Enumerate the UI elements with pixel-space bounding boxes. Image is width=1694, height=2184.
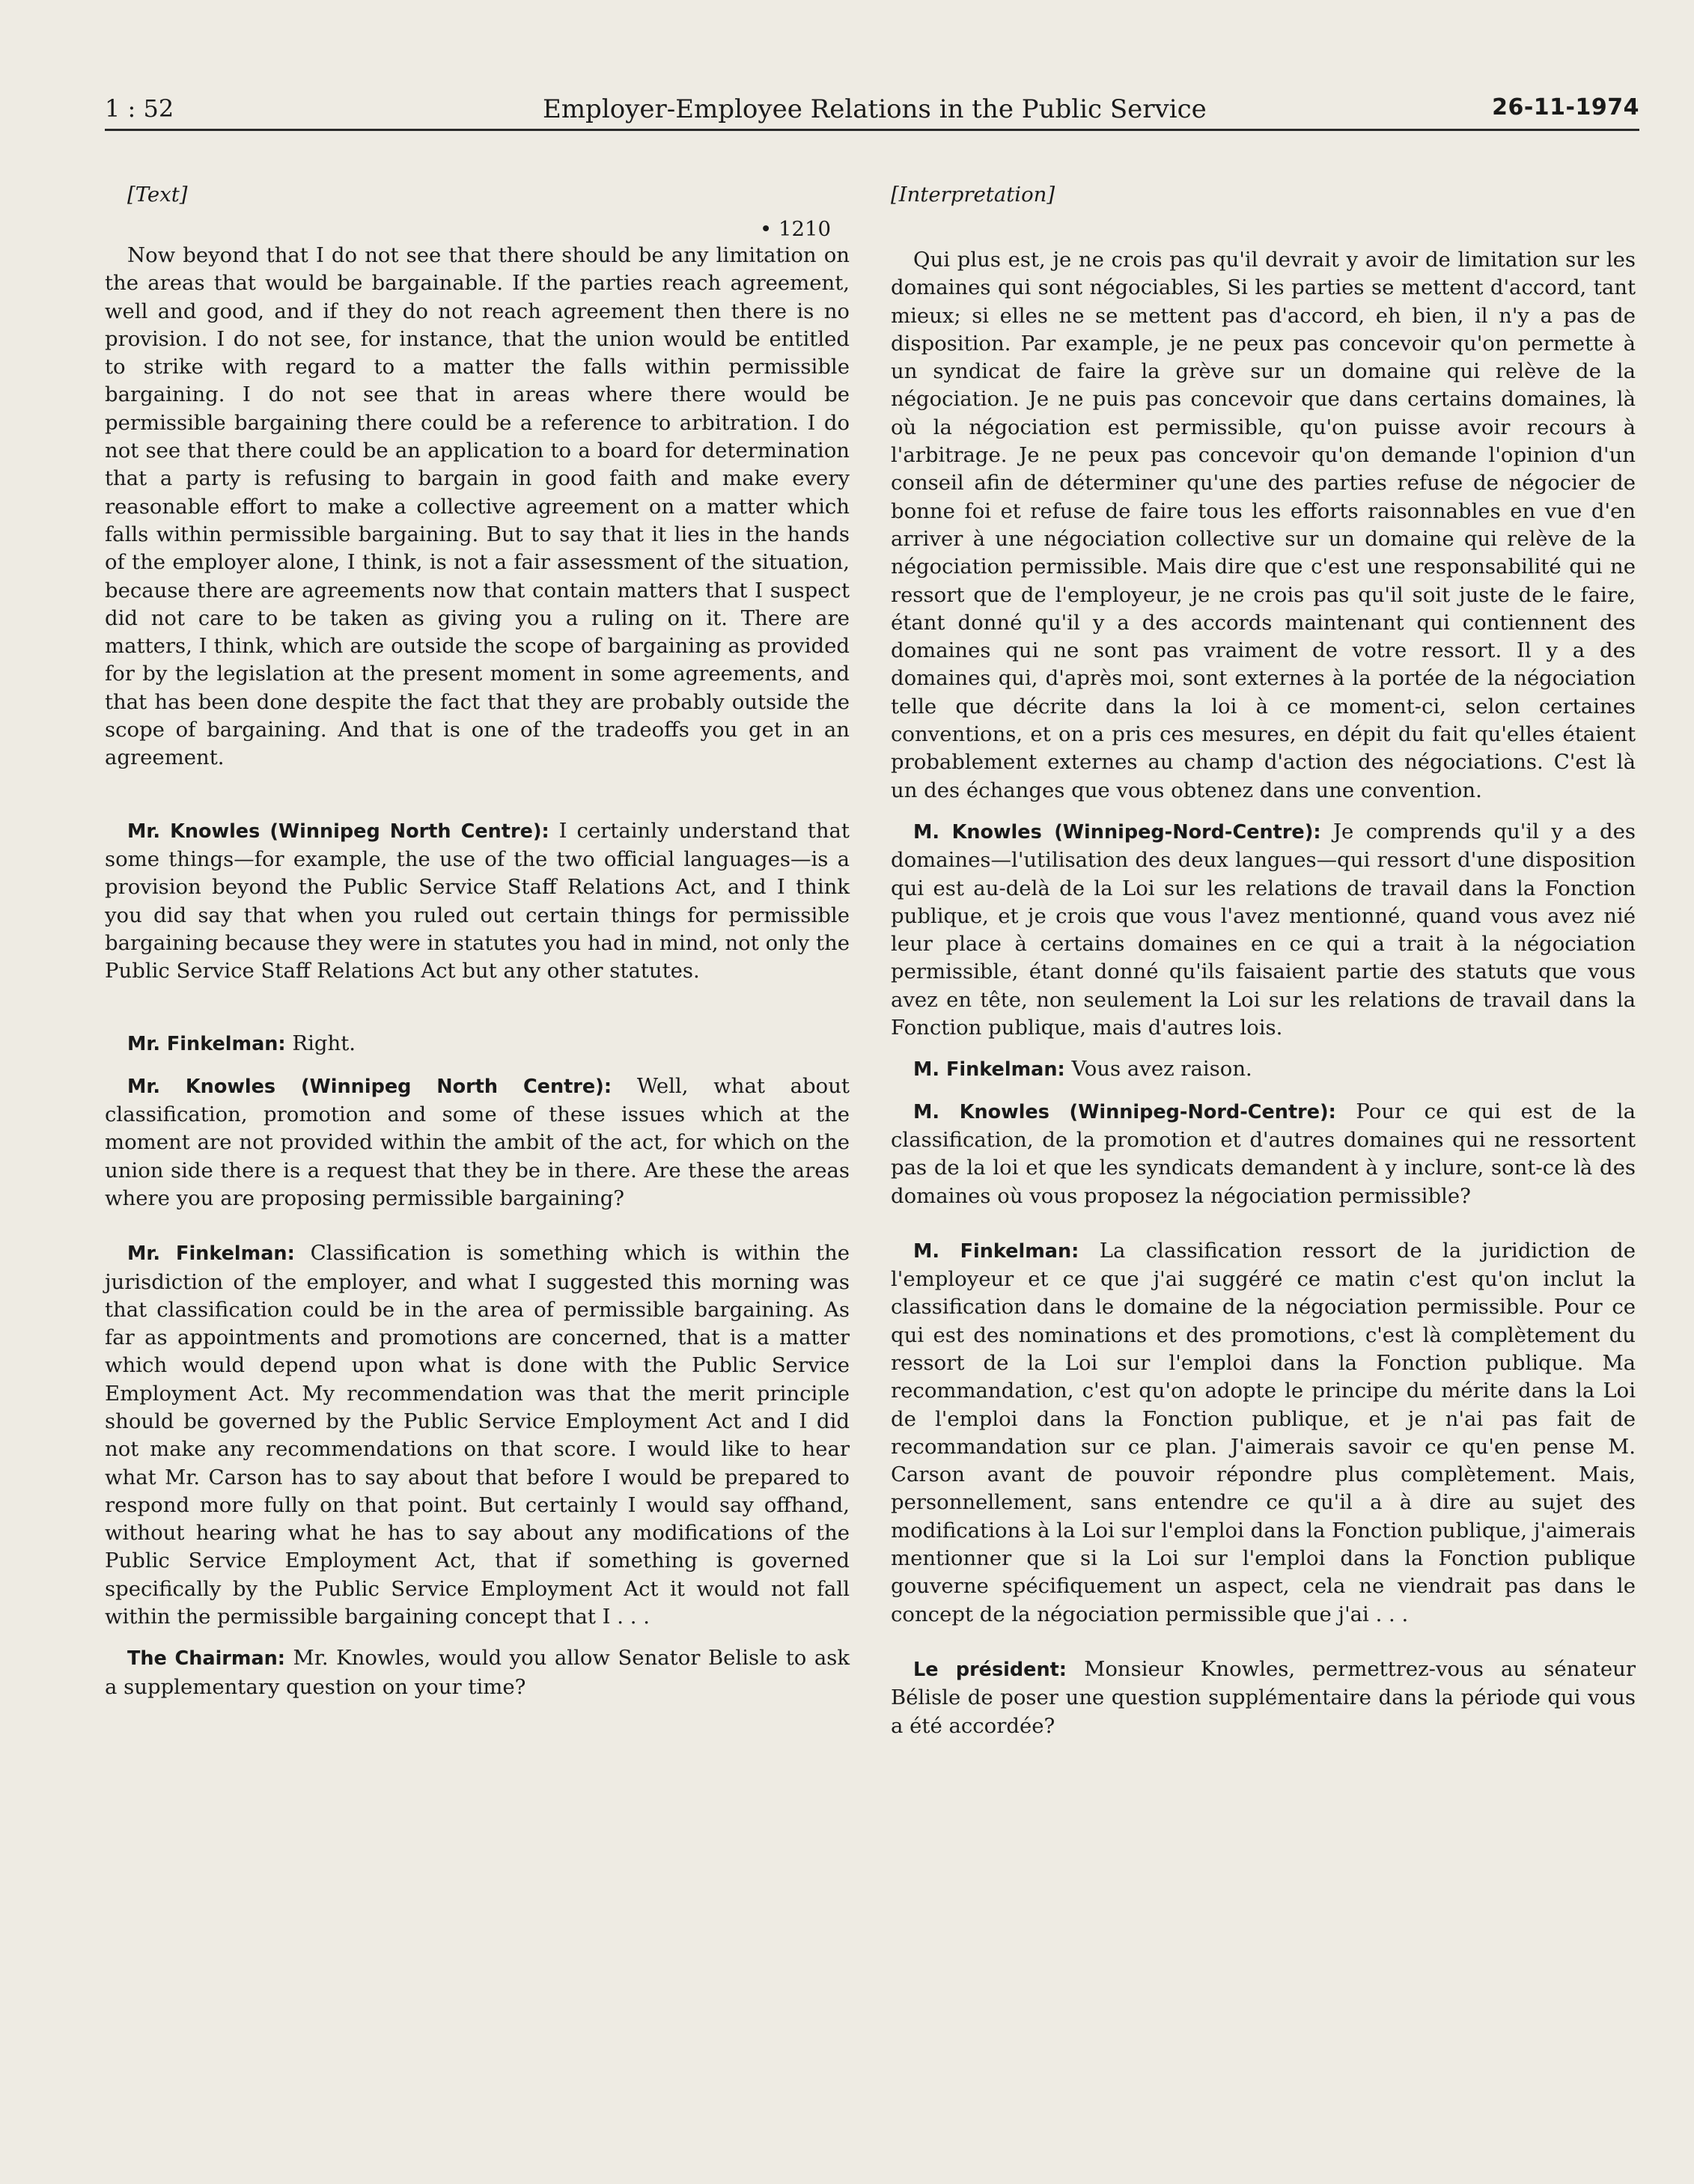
speech — [105, 1073, 850, 1213]
speech-text: La classification ressort de la juridiction de l'employeur et ce que j'ai suggéré ce matin c'est qu'on inclut la classification dans le domaine de la négociation permissible. Pour ce qui est des nominations et des promotions, c'est là complètement du ressort de la Loi sur l'emploi dans la Fonction publique. Ma recommandation, c'est qu'on adopte le principe du mérite dans la Loi de l'emploi dans la Fonction publique, et je n'ai pas fait de recommandation sur ce plan. J'aimerais savoir ce qu'en pense M. Carson avant de pouvoir répondre plus complètement. Mais, personnellement, sans entendre ce qu'il a à dire au sujet des modifications à la Loi sur l'emploi dans la Fonction publique, j'aimerais mentionner que si la Loi sur l'emploi dans la Fonction publique gouverne spécifiquement un aspect, cela ne viendrait pas dans le concept de la négociation permissible que j'ai . . . — [891, 1238, 1636, 1626]
header-date: 26-11-1974 — [1492, 94, 1639, 121]
speaker-name: Mr. Knowles (Winnipeg North Centre): — [127, 1075, 612, 1098]
speech-text: Pour ce qui est de la classification, de la promotion et d'autres domaines qui ne ressortent pas de la loi et que les syndicats demandent à y inclure, sont-ce là des domaines où vous proposez la négociation permissible? — [891, 1099, 1636, 1208]
speaker-name: M. Knowles (Winnipeg-Nord-Centre): — [913, 820, 1321, 844]
speech-text: Monsieur Knowles, permettrez-vous au sénateur Bélisle de poser une question supplémentaire dans la période qui vous a été accordée? — [891, 1656, 1636, 1738]
speech-text: Vous avez raison. — [1071, 1057, 1252, 1082]
speech — [105, 817, 850, 986]
paragraph: Qui plus est, je ne crois pas qu'il devrait y avoir de limitation sur les domaines qui sont négociables, Si les parties se mettent d'accord, tant mieux; si elles ne se mettent pas d'accord, eh bien, il n'y a pas de disposition. Par example, je ne peux pas concevoir qu'on permette à un syndicat de faire la grève sur un domaine qui relève de la négociation. Je ne puis pas concevoir que dans certains domaines, là où la négociation est permissible, qu'on puisse avoir recours à l'arbitrage. Je ne peux pas concevoir qu'on demande l'opinion d'un conseil afin de déterminer qu'une des parties refuse de négocier de bonne foi et refuse de faire tous les efforts raisonnables en vue d'en arriver à une négociation collective sur un domaine qui relève de la négociation permissible. Mais dire que c'est une responsabilité qui ne ressort que de l'employeur, je ne crois pas qu'il soit juste de le faire, étant donné qu'il y a des accords maintenant qui contiennent des domaines qui ne sont pas vraiment de votre ressort. Il y a des domaines qui, d'après moi, sont externes à la portée de la négociation telle que décrite dans la loi à ce moment-ci, selon certaines conventions, et on a pris ces mesures, en dépit du fait qu'elles étaient probablement externes au champ d'action des négociations. C'est là un des échanges que vous obtenez dans une convention. — [891, 248, 1636, 802]
speech — [105, 1239, 850, 1631]
speaker-name: Le président: — [913, 1658, 1067, 1681]
speech — [891, 818, 1636, 1042]
paragraph: Now beyond that I do not see that there should be any limitation on the areas that would be bargainable. If the parties reach agreement, well and good, and if they do not reach agreement then there is no provision. I do not see, for instance, that the union would be entitled to strike with regard to a matter the falls within permissible bargaining. I do not see that in areas where there would be permissible bargaining there could be a reference to arbitration. I do not see that there could be an application to a board for determination that a party is refusing to bargain in good faith and make every reasonable effort to make a collective agreement on a matter which falls within permissible bargaining. But to say that it lies in the hands of the employer alone, I think, is not a fair assessment of the situation, because there are agreements now that contain matters that I suspect did not care to be taken as giving you a ruling on it. There are matters, I think, which are outside the scope of bargaining as provided for by the legislation at the present moment in some agreements, and that has been done despite the fact that they are probably outside the scope of bargaining. And that is one of the tradeoffs you get in an agreement. — [105, 243, 850, 770]
speech — [105, 1644, 850, 1701]
french-column — [891, 181, 1636, 1740]
speech — [891, 1656, 1636, 1740]
section-label: [Text] — [127, 183, 188, 207]
running-header — [105, 90, 1639, 131]
speaker-name: M. Finkelman: — [913, 1058, 1065, 1082]
speech-text: Classification is something which is within the jurisdiction of the employer, and what I suggested this morning was that classification could be in the area of permissible bargaining. As far as appointments and promotions are concerned, that is a matter which would depend upon what is done with the Public Service Employment Act. My recommendation was that the merit principle should be governed by the Public Service Employment Act and I did not make any recommendations on that score. I would like to hear what Mr. Carson has to say about that before I would be prepared to respond more fully on that point. But certainly I would say offhand, without hearing what he has to say about any modifications of the Public Service Employment Act, that if something is governed specifically by the Public Service Employment Act it would not fall within the permissible bargaining concept that I . . . — [105, 1241, 850, 1629]
speech-text: Mr. Knowles, would you allow Senator Belisle to ask a supplementary question on your time? — [105, 1646, 850, 1699]
page-number: 1 : 52 — [105, 94, 174, 123]
speech-text: Right. — [292, 1031, 356, 1056]
speaker-name: Mr. Finkelman: — [127, 1033, 286, 1056]
speaker-name: Mr. Finkelman: — [127, 1242, 295, 1266]
speech-text: I certainly understand that some things—for example, the use of the two official languages—is a provision beyond the Public Service Staff Relations Act, and I think you did say that when you ruled out certain things for permissible bargaining because they were in statutes you had in mind, not only the Public Service Staff Relations Act but any other statutes. — [105, 818, 850, 983]
speaker-name: Mr. Knowles (Winnipeg North Centre): — [127, 820, 549, 843]
speech-text: Je comprends qu'il y a des domaines—l'utilisation des deux langues—qui ressort d'une disposition qui est au-delà de la Loi sur les relations de travail dans la Fonction publique, et je crois que vous l'avez mentionné, quand vous avez nié leur place à certains domaines en ce qui a trait à la négociation permissible, étant donné qu'ils faisaient partie des statuts que vous avez en tête, non seulement la Loi sur les relations de travail dans la Fonction publique, mais d'autres lois. — [891, 819, 1636, 1040]
time-marker: • 1210 — [760, 217, 831, 241]
speech — [891, 1098, 1636, 1210]
speaker-name: The Chairman: — [127, 1647, 286, 1671]
english-column — [105, 181, 850, 1701]
speech-text: Well, what about classification, promotion and some of these issues which at the moment are not provided within the ambit of the act, for which on the union side there is a request that they be in there. Are these the areas where you are proposing permissible bargaining? — [105, 1073, 850, 1210]
section-label: [Interpretation] — [891, 183, 1055, 207]
speech — [105, 1030, 850, 1058]
speech — [891, 1055, 1636, 1084]
running-title: Employer-Employee Relations in the Public Service — [543, 94, 1207, 124]
speaker-name: M. Finkelman: — [913, 1239, 1079, 1263]
speaker-name: M. Knowles (Winnipeg-Nord-Centre): — [913, 1100, 1336, 1123]
speech — [891, 1237, 1636, 1629]
